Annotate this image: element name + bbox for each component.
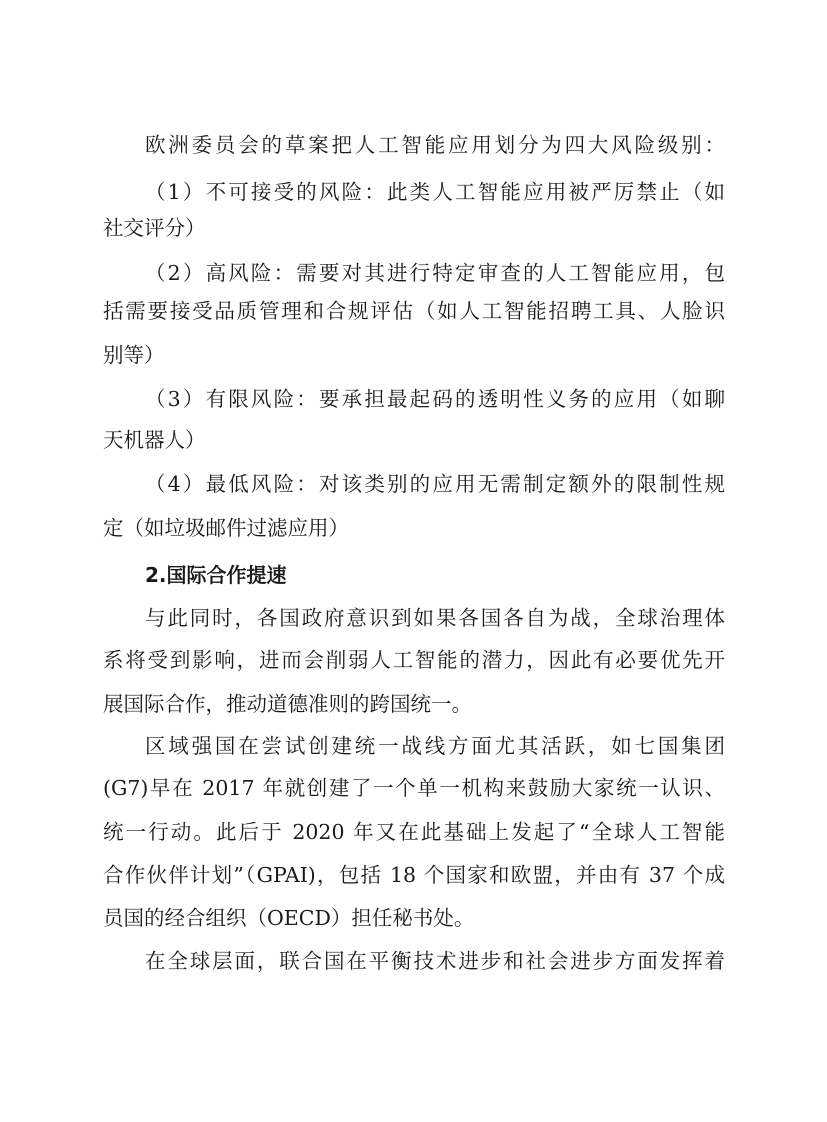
risk-level-3-line-1: （3）有限风险：要承担最起码的透明性义务的应用（如聊: [145, 387, 725, 411]
risk-level-1-line-1: （1）不可接受的风险：此类人工智能应用被严厉禁止（如: [145, 180, 725, 204]
risk-level-2-line-1: （2）高风险：需要对其进行特定审查的人工智能应用，包: [145, 261, 725, 285]
risk-level-3-line-2: 天机器人）: [103, 428, 206, 452]
risk-level-4-line-1: （4）最低风险：对该类别的应用无需制定额外的限制性规: [145, 472, 725, 496]
paragraph-2-line-4: 合作伙伴计划”（GPAI)，包括 18 个国家和欧盟，并由有 37 个成: [103, 863, 725, 887]
paragraph-1-line-3: 展国际合作，推动道德准则的跨国统一。: [103, 692, 472, 716]
paragraph-2-line-2: (G7)早在 2017 年就创建了一个单一机构来鼓励大家统一认识、: [103, 776, 725, 800]
paragraph-2-line-1: 区域强国在尝试创建统一战线方面尤其活跃，如七国集团: [145, 734, 725, 758]
intro-paragraph: 欧洲委员会的草案把人工智能应用划分为四大风险级别：: [145, 133, 725, 157]
paragraph-2-line-3: 统一行动。此后于 2020 年又在此基础上发起了“全球人工智能: [103, 820, 725, 844]
paragraph-2-line-5: 员国的经合组织（OECD）担任秘书处。: [103, 906, 475, 930]
risk-level-4-line-2: 定（如垃圾邮件过滤应用）: [103, 516, 349, 540]
paragraph-1-line-2: 系将受到影响，进而会削弱人工智能的潜力，因此有必要优先开: [103, 648, 725, 672]
paragraph-1-line-1: 与此同时，各国政府意识到如果各国各自为战，全球治理体: [145, 606, 725, 630]
risk-level-2-line-2: 括需要接受品质管理和合规评估（如人工智能招聘工具、人脸识: [103, 299, 725, 323]
section-heading: 2.国际合作提速: [145, 563, 287, 587]
paragraph-3-line-1: 在全球层面，联合国在平衡技术进步和社会进步方面发挥着: [145, 949, 725, 973]
risk-level-2-line-3: 别等）: [103, 343, 165, 367]
risk-level-1-line-2: 社交评分）: [103, 216, 206, 240]
